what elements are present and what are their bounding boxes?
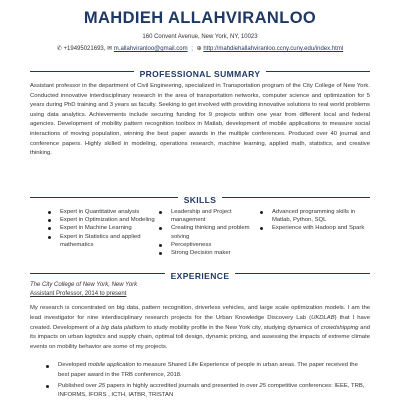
experience-title: EXPERIENCE bbox=[165, 271, 236, 281]
skills-title: SKILLS bbox=[178, 195, 223, 205]
candidate-name: MAHDIEH ALLAHVIRANLOO bbox=[83, 9, 317, 27]
skills-column-1 bbox=[46, 208, 158, 249]
experience-bullet bbox=[44, 382, 370, 402]
skill-item: Creating thinking and problem solving bbox=[157, 224, 261, 240]
professional-summary: Assistant professor in the department of Civil Engineering, specialized in Transportation program of the City College of New York. Conducted innovative interdisciplinary research in the area of transportation networks, computer science and optimization for 5 years during PhD training and 3 years as faculty. Seeking to get involved with providing innovative solutions to real world problems using data analytics. Achievements include securing funding for 9 projects within one year from different local and federal agencies. Development of mobility pattern recognition toolbox in Matlab, development of mobile applications to measure social interactions of moving population, winning the best paper awards in the multiple conferences. Produced over 40 journal and conference papers. Highly skilled in modeling, operations research, machine learning, applied math, statistics, and creative thinking. bbox=[30, 83, 370, 157]
text-run: and its impacts on urban bbox=[30, 324, 370, 341]
emphasis: logistics bbox=[84, 334, 106, 341]
contact-line bbox=[0, 45, 400, 52]
skill-item: Advanced programming skills in Matlab, Python, SQL bbox=[258, 208, 366, 224]
globe-icon: ⊕ bbox=[196, 46, 202, 52]
summary-heading bbox=[30, 64, 370, 78]
job-title: Assistant Professor, 2014 to present bbox=[30, 291, 127, 297]
text-run: Published over bbox=[58, 382, 99, 389]
text-run: Developed bbox=[58, 362, 88, 368]
contact-separator: ; bbox=[191, 46, 193, 52]
skills-column-3 bbox=[258, 208, 366, 233]
emphasis: mobile application bbox=[87, 362, 135, 368]
text-run: ) that I have created. Development of bbox=[30, 314, 371, 331]
skill-item: Expert in Optimization and Modeling bbox=[46, 216, 158, 224]
skill-item: Expert in Machine Learning bbox=[46, 224, 158, 232]
text-run: competitive conferences: IEEE, TRB, INFORMS, IFORS , ICTH, IATBR, TRISTAN bbox=[58, 382, 365, 399]
phone-icon: ✆ bbox=[56, 46, 62, 52]
skills-column-2 bbox=[157, 208, 261, 257]
employer: The City College of New York, New York bbox=[30, 282, 138, 288]
emphasis: crowdshipping bbox=[320, 324, 359, 331]
emphasis: 25 bbox=[259, 382, 266, 389]
emphasis: a big data platform bbox=[96, 324, 146, 331]
skill-item: Expert in Statistics and applied mathematics bbox=[46, 233, 158, 249]
text-run: My research is concentrated on big data, pattern recognition, driverless vehicles, and large scale optimization models. I am the lead investigator for nine interdisciplinary research projects for the Urban Knowledge Discovery Lab ( bbox=[30, 305, 370, 321]
skill-item: Strong Decision maker bbox=[157, 249, 261, 257]
summary-title: PROFESSIONAL SUMMARY bbox=[134, 69, 267, 79]
website-link[interactable]: http://mahdiehallahviranloo.ccny.cuny.edu/index.html bbox=[203, 46, 344, 52]
skill-item: Perceptiveness bbox=[157, 241, 261, 249]
skill-item: Leadership and Project management bbox=[157, 208, 261, 224]
experience-heading bbox=[30, 266, 370, 280]
skill-item: Expert in Quantitative analysis bbox=[46, 208, 158, 216]
skills-heading bbox=[30, 190, 370, 204]
text-run: papers in highly accredited journals and presented in over bbox=[105, 382, 260, 389]
experience-bullets bbox=[44, 361, 370, 402]
text-run: to study mobility profile in the New York city, studying dynamics of bbox=[145, 324, 321, 331]
email-icon: ✉ bbox=[107, 46, 113, 52]
address: 160 Convent Avenue, New York, NY, 10023 bbox=[142, 34, 258, 40]
text-run: to measure Shared Life Experience of people in urban areas. The paper received the best paper award in the TRB conference, 2018. bbox=[58, 362, 358, 378]
experience-bullet bbox=[44, 361, 370, 381]
lab-name: UKDLAB bbox=[311, 314, 335, 321]
email-link[interactable]: m.allahviranloo@gmail.com bbox=[113, 46, 188, 52]
experience-description bbox=[30, 304, 370, 353]
text-run: and supply chain, optimal toll design, dynamic pricing, and assessing the impacts of extreme climate events on mobility behavior are some of my projects. bbox=[30, 334, 371, 351]
emphasis: 25 bbox=[98, 382, 106, 389]
skill-item: Experience with Hadoop and Spark bbox=[258, 224, 366, 232]
phone-number: +19495021693, bbox=[63, 46, 106, 52]
